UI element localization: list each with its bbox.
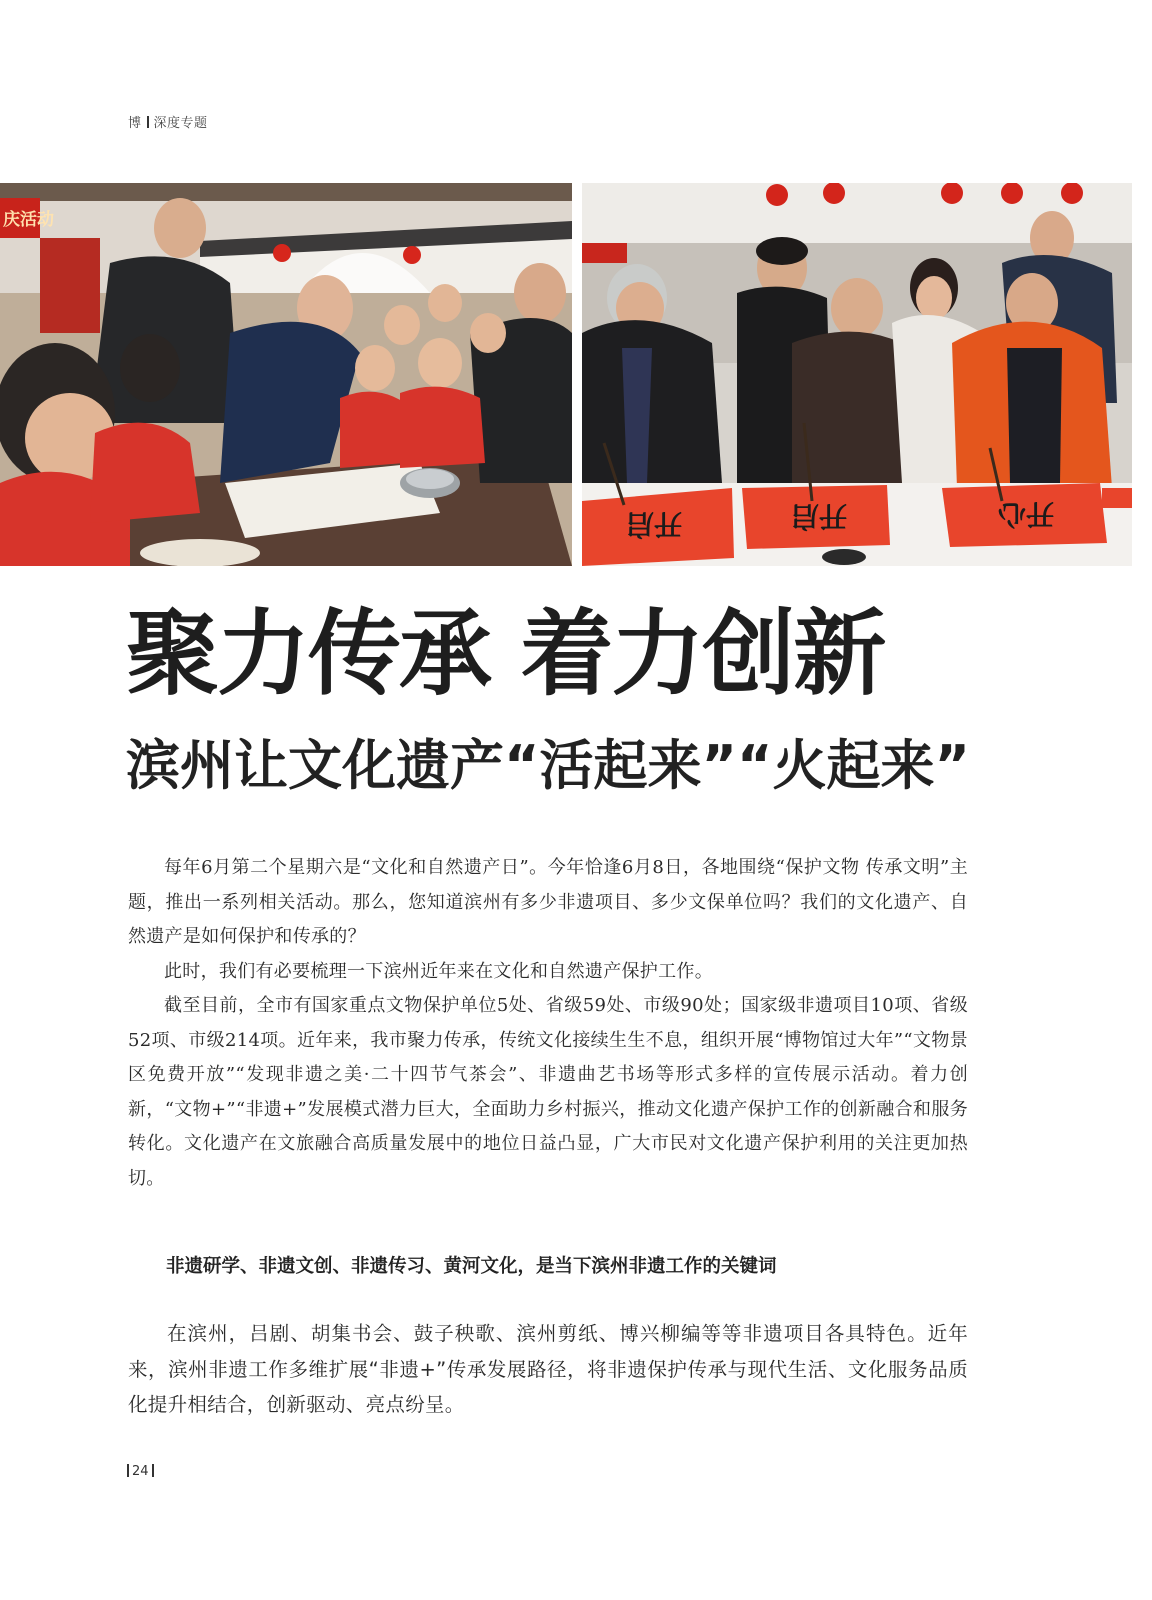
photo-calligraphy-illustration <box>582 183 1132 566</box>
section-body <box>128 1316 968 1423</box>
page-number-bar-right <box>152 1464 154 1477</box>
body-paragraph: 每年6月第二个星期六是“文化和自然遗产日”。今年恰逢6月8日，各地围绕“保护文物 传承文明”主题，推出一系列相关活动。那么，您知道滨州有多少非遗项目、多少文保单位吗？我们的文化遗产、自然遗产是如何保护和传承的？ <box>128 857 968 947</box>
body-paragraph: 截至目前，全市有国家重点文物保护单位5处、省级59处、市级90处；国家级非遗项目10项、省级52项、市级214项。近年来，我市聚力传承，传统文化接续生生不息，组织开展“博物馆过大年”“文物景区免费开放”“发现非遗之美·二十四节气茶会”、非遗曲艺书场等形式多样的宣传展示活动。着力创新，“文物+”“非遗+”发展模式潜力巨大，全面助力乡村振兴，推动文化遗产保护工作的创新融合和服务转化。文化遗产在文旅融合高质量发展中的地位日益凸显，广大市民对文化遗产保护利用的关注更加热切。 <box>128 995 968 1189</box>
page-number-value: 24 <box>132 1464 149 1479</box>
intro-body <box>128 851 968 1196</box>
page-number-bar-left <box>127 1464 129 1477</box>
magazine-brand: 博 <box>128 116 142 131</box>
article-title: 聚力传承 着力创新 <box>126 600 885 708</box>
calligraphy-couplet-1: 开启 <box>625 508 682 541</box>
body-paragraph: 此时，我们有必要梳理一下滨州近年来在文化和自然遗产保护工作。 <box>164 960 713 982</box>
header-divider <box>147 116 149 128</box>
event-sign: 庆活动 <box>3 210 54 230</box>
calligraphy-couplet-3: 开心 <box>997 498 1054 531</box>
photo-dumpling-making-illustration <box>0 183 572 566</box>
photo-dumpling-making <box>0 183 572 566</box>
section-heading: 非遗研学、非遗文创、非遗传习、黄河文化，是当下滨州非遗工作的关键词 <box>166 1256 777 1277</box>
photo-calligraphy <box>582 183 1132 566</box>
body-paragraph: 在滨州，吕剧、胡集书会、鼓子秧歌、滨州剪纸、博兴柳编等等非遗项目各具特色。近年来，滨州非遗工作多维扩展“非遗+”传承发展路径，将非遗保护传承与现代生活、文化服务品质化提升相结合，创新驱动、亮点纷呈。 <box>128 1322 968 1416</box>
page-number <box>124 1464 157 1479</box>
article-subtitle: 滨州让文化遗产“活起来”“火起来” <box>126 734 970 797</box>
calligraphy-couplet-2: 开启 <box>790 500 847 533</box>
section-label: 深度专题 <box>153 116 208 131</box>
running-header <box>128 112 208 131</box>
